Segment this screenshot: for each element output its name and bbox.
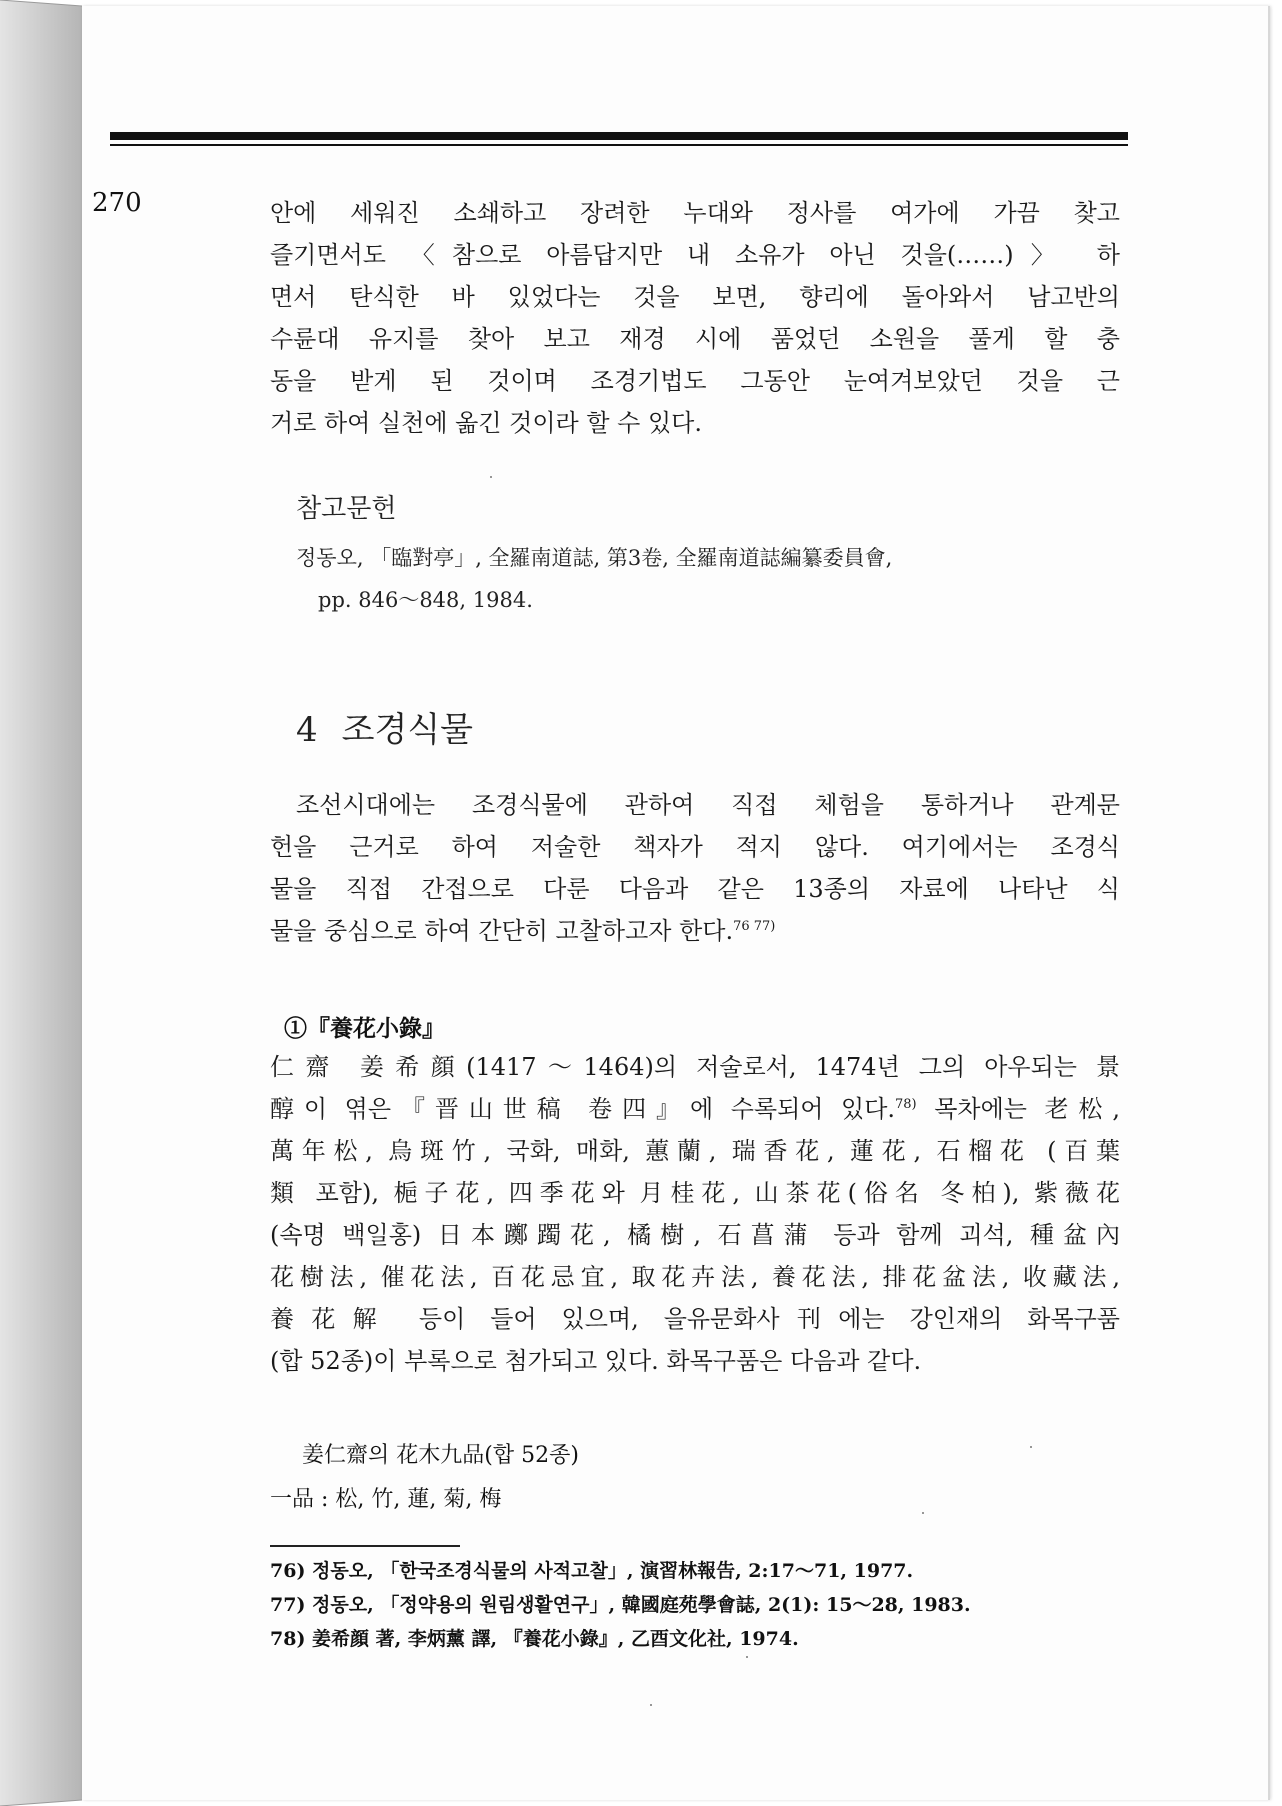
scan-speck [650, 1704, 652, 1706]
para3-line: 萬年松, 烏斑竹, 국화, 매화, 蕙蘭, 瑞香花, 蓮花, 石榴花 (百葉 [270, 1137, 1120, 1165]
para3-line: 養花解 등이 들어 있으며, 을유문화사刊에는 강인재의 화목구품 [270, 1305, 1120, 1333]
scan-speck [490, 476, 492, 478]
para1-line: 면서 탄식한 바 있었다는 것을 보면, 향리에 돌아와서 남고반의 [270, 283, 1120, 311]
footnote-ref-76-77: 76 77) [733, 919, 776, 934]
para2-line: 헌을 근거로 하여 저술한 책자가 적지 않다. 여기에서는 조경식 [270, 833, 1120, 861]
para1-line: 수륜대 유지를 찾아 보고 재경 시에 품었던 소원을 풀게 할 충 [270, 325, 1120, 353]
para2-line-last [270, 910, 1120, 952]
reference-entry-continued: pp. 846～848, 1984. [318, 588, 533, 612]
para1-line: 안에 세워진 소쇄하고 장려한 누대와 정사를 여가에 가끔 찾고 [270, 199, 1120, 227]
para3-text-tail: 목차에는 老松, [934, 1095, 1120, 1123]
section-number: 4 [296, 710, 318, 750]
subsection-heading: ①『養花小錄』 [284, 1015, 445, 1042]
para1-line: 동을 받게 된 것이며 조경기법도 그동안 눈여겨보았던 것을 근 [270, 367, 1120, 395]
footnote-76: 76) 정동오, 「한국조경식물의 사적고찰」, 演習林報告, 2:17～71, 1977. [270, 1560, 914, 1582]
para3-line: 仁齋 姜希顔(1417～1464)의 저술로서, 1474년 그의 아우되는 景 [270, 1053, 1120, 1081]
para1-line: 거로 하여 실천에 옮긴 것이라 할 수 있다. [270, 409, 702, 437]
para2-line: 조선시대에는 조경식물에 관하여 직접 체험을 통하거나 관계문 [296, 791, 1120, 819]
scan-speck [1030, 1446, 1032, 1448]
para3-line: 花樹法, 催花法, 百花忌宜, 取花卉法, 養花法, 排花盆法, 收藏法, [270, 1263, 1120, 1291]
paragraph-1 [270, 192, 1120, 444]
para3-line: (합 52종)이 부록으로 첨가되고 있다. 화목구품은 다음과 같다. [270, 1347, 922, 1375]
para3-line-2 [270, 1088, 1120, 1130]
page-number: 270 [92, 188, 142, 218]
footnote-78: 78) 姜希顔 著, 李炳薰 譯, 『養花小錄』, 乙酉文化社, 1974. [270, 1628, 799, 1650]
footnote-77: 77) 정동오, 「정약용의 원림생활연구」, 韓國庭苑學會誌, 2(1): 15～28, 1983. [270, 1594, 971, 1616]
header-rule-thick [110, 132, 1128, 140]
section-title: 조경식물 [341, 710, 474, 750]
para1-line: 즐기면서도 〈참으로 아름답지만 내 소유가 아닌 것을(……)〉 하 [270, 241, 1120, 269]
para3-line: 類 포함), 梔子花, 四季花와 月桂花, 山茶花(俗名 冬柏), 紫薇花 [270, 1179, 1120, 1207]
reference-entry: 정동오, 「臨對亭」, 全羅南道誌, 第3卷, 全羅南道誌編纂委員會, [296, 546, 893, 570]
scan-speck [746, 1656, 748, 1658]
para3-text: 醇이 엮은『晋山世稿 卷四』에 수록되어 있다. [270, 1095, 896, 1123]
scan-speck [922, 1512, 924, 1514]
table-row: 一品 : 松, 竹, 蓮, 菊, 梅 [270, 1487, 502, 1512]
para2-text: 물을 중심으로 하여 간단히 고찰하고자 한다. [270, 917, 734, 945]
references-heading: 참고문헌 [296, 494, 397, 524]
footnote-ref-78: 78) [895, 1097, 917, 1112]
header-rule-thin [110, 144, 1128, 146]
table-title: 姜仁齋의 花木九品(합 52종) [302, 1443, 579, 1468]
paragraph-2 [270, 784, 1120, 952]
paragraph-3 [270, 1046, 1120, 1382]
para2-line: 물을 직접 간접으로 다룬 다음과 같은 13종의 자료에 나타난 식 [270, 875, 1120, 903]
para3-line: (속명 백일홍) 日本躑躅花, 橘樹, 石菖蒲 등과 함께 괴석, 種盆內 [270, 1221, 1120, 1249]
section-heading [296, 702, 473, 751]
footnote-divider [270, 1545, 460, 1547]
